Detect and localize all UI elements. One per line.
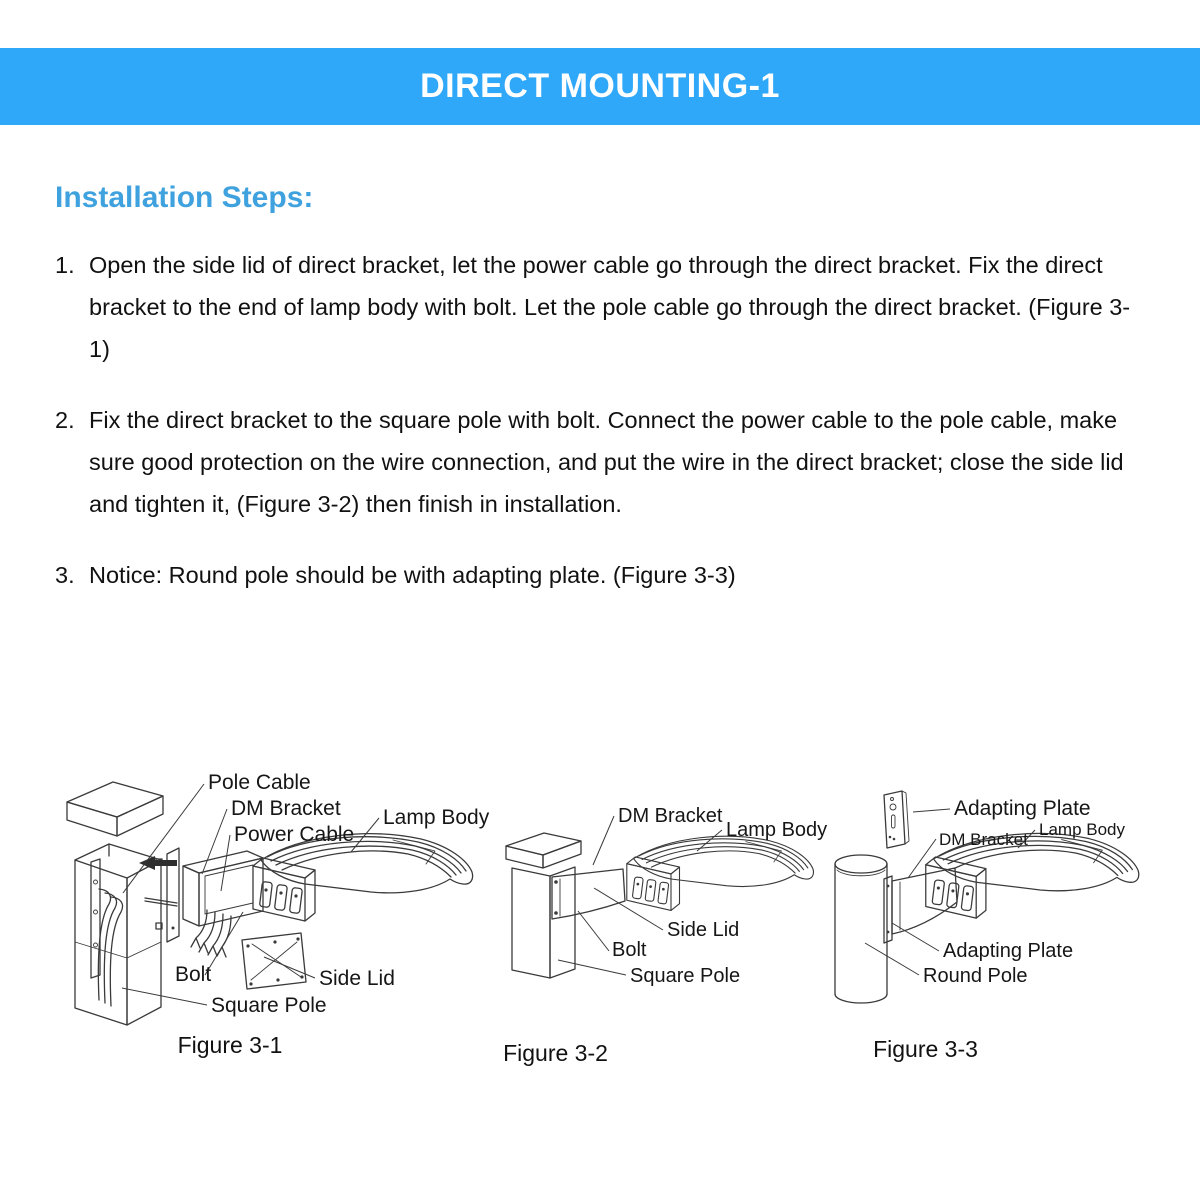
section-heading: Installation Steps: — [55, 181, 314, 214]
label-adapting-plate-top: Adapting Plate — [954, 797, 1091, 820]
step-number: 1. — [55, 252, 75, 278]
label-round-pole: Round Pole — [923, 965, 1028, 987]
step-item-2 — [55, 399, 1147, 525]
label-bolt: Bolt — [612, 939, 647, 961]
label-lamp-body: Lamp Body — [726, 819, 828, 841]
adapting-plate-drawing — [884, 791, 909, 848]
power-cable-drawing — [191, 910, 231, 957]
label-power-cable: Power Cable — [234, 823, 355, 846]
step-number: 3. — [55, 562, 75, 588]
lamp-body-instance — [253, 834, 473, 921]
label-pole-cable: Pole Cable — [208, 771, 311, 794]
label-side-lid: Side Lid — [319, 967, 395, 990]
pole-cap-drawing — [506, 833, 581, 868]
label-dm-bracket: DM Bracket — [939, 830, 1028, 849]
figure-3-3-drawing — [820, 782, 1180, 1034]
figure-3-2 — [490, 780, 835, 1070]
round-pole-drawing — [835, 855, 887, 1003]
pole-cap-drawing — [67, 782, 163, 836]
banner — [0, 48, 1200, 125]
step-text: Fix the direct bracket to the square pole with bolt. Connect the power cable to the pole cable, make sure good protection on the wire connection, and put the wire in the direct bracket; close the side lid and tighten it, (Figure 3-2) then finish in installation. — [89, 407, 1124, 517]
lamp-body-instance — [627, 836, 814, 910]
figure-3-1 — [55, 760, 505, 1060]
figure-3-1-drawing — [55, 760, 505, 1032]
adapting-plate-mounted-drawing — [884, 876, 892, 943]
label-square-pole: Square Pole — [211, 994, 327, 1017]
step-item-3 — [55, 554, 1147, 596]
step-number: 2. — [55, 407, 75, 433]
label-side-lid: Side Lid — [667, 919, 740, 941]
figure-3-3 — [820, 782, 1180, 1067]
label-square-pole: Square Pole — [630, 965, 741, 987]
banner-title: DIRECT MOUNTING-1 — [420, 67, 780, 105]
step-text: Open the side lid of direct bracket, let the power cable go through the direct bracket. Fix the direct bracket to the end of lamp body with bolt. Let the pole cable go through the direct bracket. (Figure 3-1) — [89, 252, 1131, 362]
label-adapting-plate-bottom: Adapting Plate — [943, 940, 1074, 962]
figure-caption: Figure 3-1 — [177, 1032, 283, 1058]
step-text: Notice: Round pole should be with adapting plate. (Figure 3-3) — [89, 562, 736, 588]
pole-cable-drawing — [98, 889, 122, 1006]
figure-3-2-drawing — [490, 780, 835, 1036]
installation-steps-list — [55, 244, 1147, 625]
label-bolt: Bolt — [175, 963, 212, 986]
label-lamp-body: Lamp Body — [1039, 820, 1125, 839]
figure-caption: Figure 3-3 — [873, 1036, 978, 1062]
label-dm-bracket: DM Bracket — [231, 797, 341, 820]
square-pole-drawing — [75, 844, 161, 1025]
step-item-1 — [55, 244, 1147, 370]
label-lamp-body: Lamp Body — [383, 806, 490, 829]
dm-bracket-drawing — [552, 869, 625, 919]
figure-caption: Figure 3-2 — [503, 1040, 608, 1066]
label-dm-bracket: DM Bracket — [618, 805, 723, 827]
